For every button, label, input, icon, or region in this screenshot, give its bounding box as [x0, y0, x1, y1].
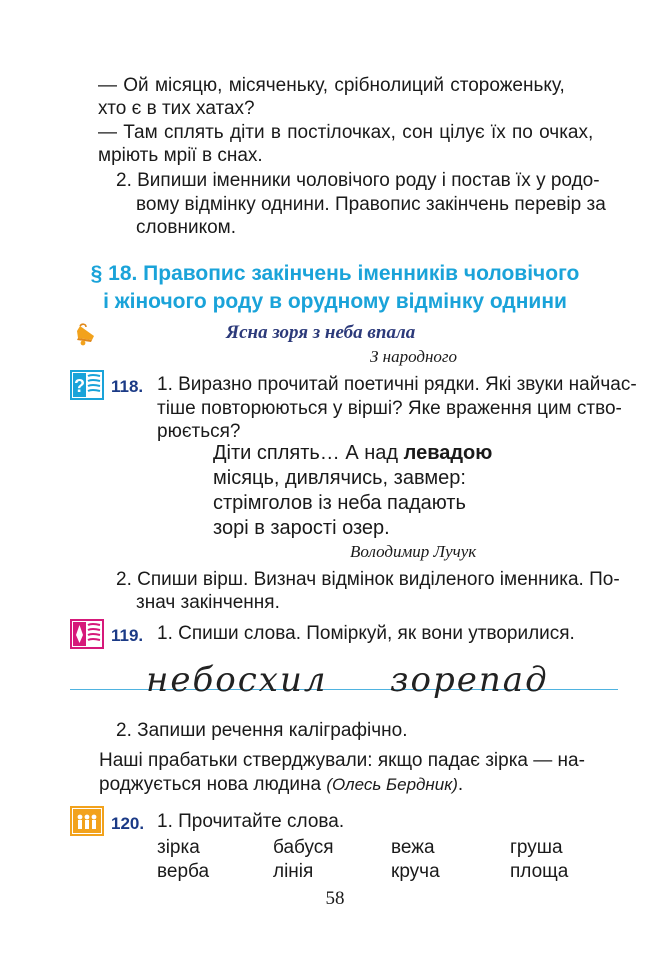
epigraph-source: З народного: [370, 347, 458, 366]
exercise-119-number: 119.: [111, 626, 144, 645]
word-krucha: круча: [391, 861, 440, 882]
poem-line-4: зорі в зарості озер.: [213, 517, 390, 539]
ex118-line-1: 1. Виразно прочитай поетичні рядки. Які звуки найчас-: [157, 374, 637, 395]
ex118-task2-line-2: знач закінчення.: [136, 592, 280, 613]
task2-top-line-2: вому відмінку однини. Правопис закінчень перевір за: [136, 194, 606, 215]
ex119-text: 1. Спиши слова. Поміркуй, як вони утворилися.: [157, 623, 575, 644]
question-book-icon: [70, 370, 104, 400]
sentence-source: (Олесь Бердник): [326, 775, 458, 794]
task2-top-line-1: 2. Випиши іменники чоловічого роду і постав їх у родо-: [116, 170, 600, 191]
word-ploshcha: площа: [510, 861, 569, 882]
sentence-end: .: [457, 774, 464, 795]
dialogue-line-1: — Ой місяцю, місяченьку, срібнолиций стороженьку,: [98, 75, 565, 96]
dialogue-line-2: хто є в тих хатах?: [98, 98, 255, 119]
page-number: 58: [325, 888, 345, 909]
word-vezha: вежа: [391, 837, 435, 858]
calligraphy-sentence-line-2: [99, 773, 463, 797]
poem-highlighted-word: левадою: [403, 442, 493, 464]
dialogue-line-3: — Там сплять діти в постілочках, сон цілує їх по очках,: [98, 122, 594, 143]
word-liniia: лінія: [273, 861, 314, 882]
word-grusha: груша: [510, 837, 563, 858]
word-babusia: бабуся: [273, 837, 334, 858]
calligraphy-sentence-line-1: Наші прабатьки стверджували: якщо падає зірка — на-: [99, 750, 585, 771]
ex118-line-3: рюється?: [157, 421, 241, 442]
exercise-118-number: 118.: [111, 377, 144, 396]
pen-book-icon: [70, 619, 104, 649]
word-verba: верба: [157, 861, 210, 882]
poem-line-3: стрімголов із неба падають: [213, 492, 466, 514]
ex118-task2-line-1: 2. Спиши вірш. Визнач відмінок виділеного іменника. По-: [116, 569, 620, 590]
ex120-text: 1. Прочитайте слова.: [157, 811, 345, 832]
people-book-icon: [70, 806, 104, 836]
section-title-line-1: § 18. Правопис закінчень іменників чоловічого: [90, 262, 580, 285]
dialogue-line-4: мріють мрії в снах.: [98, 145, 263, 166]
svg-text:?: ?: [74, 376, 85, 396]
section-title-line-2: і жіночого роду в орудному відмінку однини: [103, 290, 567, 313]
sentence-text: роджується нова людина: [99, 774, 327, 795]
bell-icon: [74, 322, 100, 348]
ex119-task2: 2. Запиши речення каліграфічно.: [116, 720, 408, 741]
poem-line-1: [213, 441, 492, 466]
poem-line-2: місяць, дивлячись, завмер:: [213, 467, 466, 489]
exercise-120-number: 120.: [111, 814, 145, 833]
poem-line-1-text: Діти сплять… А над: [213, 442, 404, 464]
script-word-1: небосхил: [146, 660, 328, 700]
ex118-line-2: тіше повторюються у вірші? Яке враження цим ство-: [157, 398, 622, 419]
poem-author: Володимир Лучук: [350, 542, 477, 561]
word-zirka: зірка: [157, 837, 200, 858]
task2-top-line-3: словником.: [136, 217, 237, 238]
script-word-2: зорепад: [390, 660, 549, 700]
epigraph-text: Ясна зоря з неба впала: [226, 322, 416, 343]
